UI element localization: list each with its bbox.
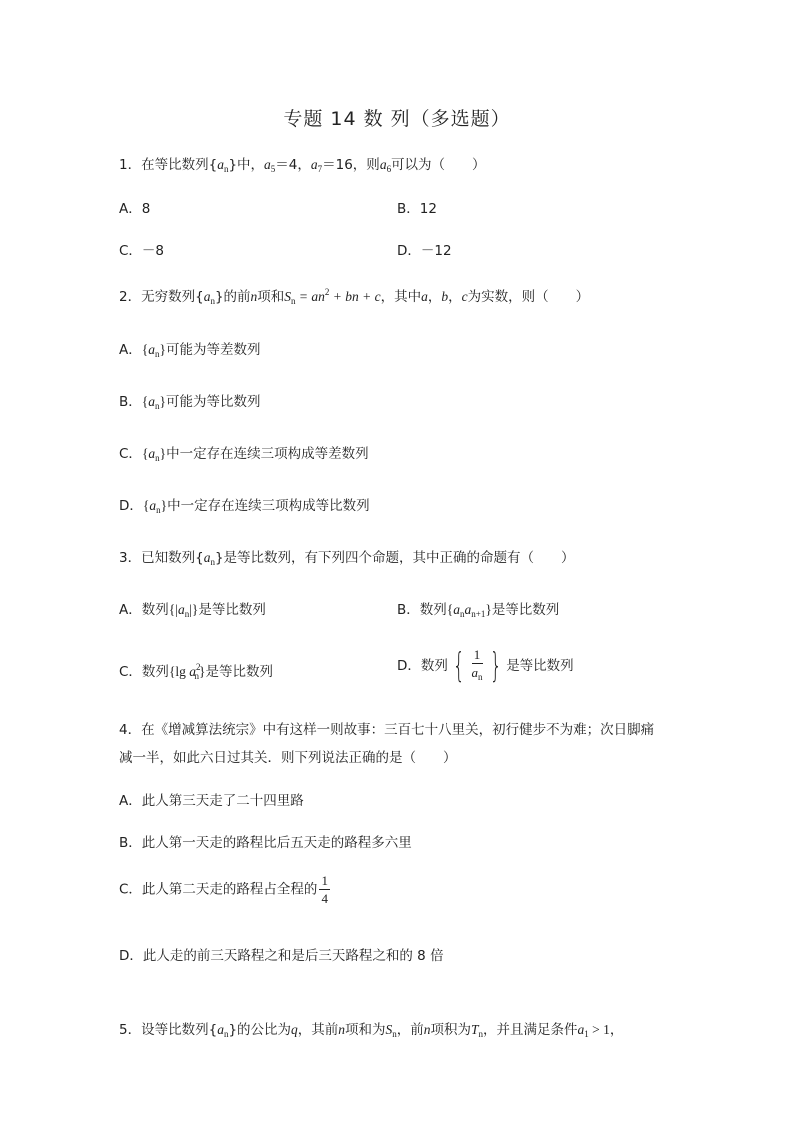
question-2-option-c: C．$\{a_n\}$中一定存在连续三项构成等差数列 bbox=[119, 446, 369, 463]
question-2-option-b: B．$\{a_n\}$可能为等比数列 bbox=[119, 394, 261, 411]
question-2-option-a: A．$\{a_n\}$可能为等差数列 bbox=[119, 342, 261, 359]
question-5-stem: 5．设等比数列$\{a_n\}$的公比为q，其前n项和为$S_n$，前n项积为$T_n$，并且满足条件$a_1 > 1$， bbox=[119, 1022, 624, 1039]
reciprocal-fraction: $\frac{1}{a_n}$ bbox=[471, 647, 483, 682]
question-1-option-d: D．－12 bbox=[397, 243, 452, 259]
question-3-option-d: D．数列 { $\frac{1}{a_n}$ } 是等比数列 bbox=[397, 646, 574, 686]
question-1-stem: 1．在等比数列$\{a_n\}$中，$a_5=4$，$a_7=16$，则$a_6$可以为（ ） bbox=[119, 157, 486, 174]
question-3-stem: 3．已知数列$\{a_n\}$是等比数列，有下列四个命题，其中正确的命题有（ ） bbox=[119, 550, 575, 567]
question-1-option-c: C．－8 bbox=[119, 243, 165, 259]
question-2-stem: 2．无穷数列$\{a_n\}$的前n项和$S_n = an^2$ + bn + c，其中a，b，c为实数，则（ ） bbox=[119, 287, 590, 306]
question-3-option-a: A．数列$\{|a_n|\}$是等比数列 bbox=[119, 602, 266, 619]
question-4-option-d: D．此人走的前三天路程之和是后三天路程之和的 8 倍 bbox=[119, 948, 444, 964]
one-quarter-fraction: $\frac{1}{4}$ bbox=[321, 873, 328, 906]
question-4-option-b: B．此人第一天走的路程比后五天走的路程多六里 bbox=[119, 835, 412, 851]
question-4-stem-line-2: 减一半，如此六日过其关．则下列说法正确的是（ ） bbox=[119, 750, 457, 766]
question-2-option-d: D．$\{a_n\}$中一定存在连续三项构成等比数列 bbox=[119, 498, 370, 515]
question-1-option-a: A．8 bbox=[119, 201, 151, 217]
question-3-option-c: C．数列{lg $a^2_n$}是等比数列 bbox=[119, 662, 274, 681]
page-title: 专题 14 数 列（多选题） bbox=[283, 108, 511, 130]
question-4-option-a: A．此人第三天走了二十四里路 bbox=[119, 793, 304, 809]
question-4-option-c: C．此人第二天走的路程占全程的 $\frac{1}{4}$ bbox=[119, 873, 328, 906]
question-4-stem-line-1: 4．在《增减算法统宗》中有这样一则故事：三百七十八里关，初行健步不为难；次日脚痛 bbox=[119, 722, 655, 738]
question-1-option-b: B．12 bbox=[397, 201, 437, 217]
question-3-option-b: B．数列$\{a_na_{n+1}\}$是等比数列 bbox=[397, 602, 560, 619]
